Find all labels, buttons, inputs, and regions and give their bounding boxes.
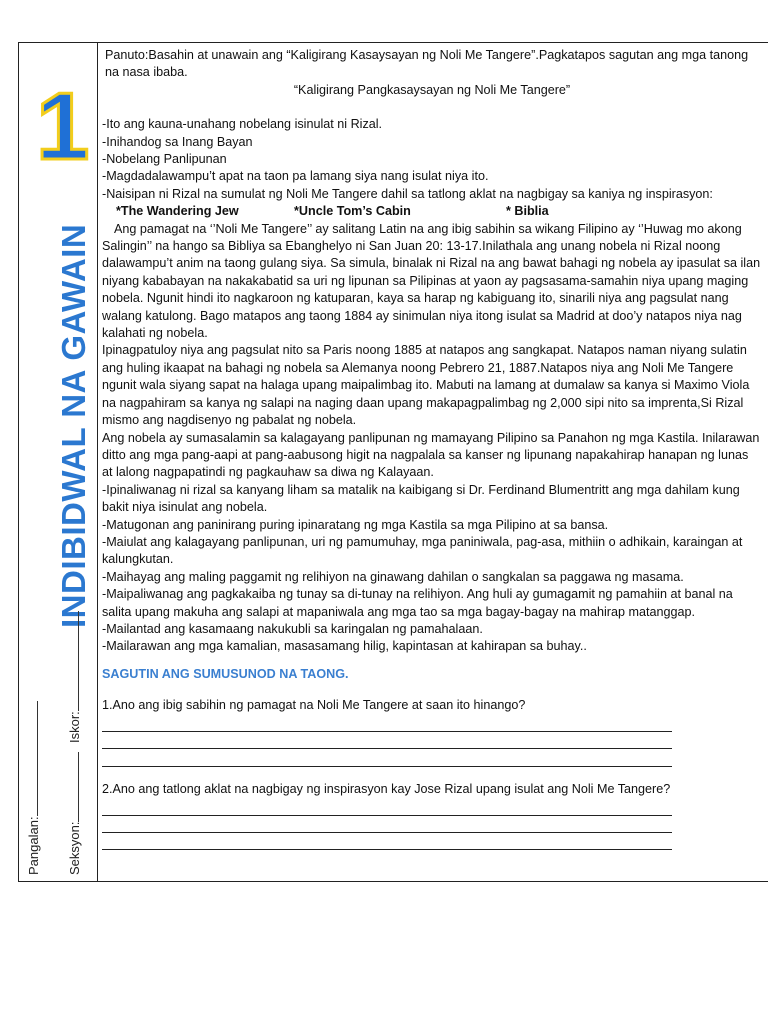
activity-number: 1 [36, 73, 90, 180]
answer-line[interactable] [102, 798, 672, 815]
question-1: 1.Ano ang ibig sabihin ng pamagat na Noli Me Tangere at saan ito hinango? [102, 698, 526, 713]
answer-line[interactable] [102, 715, 672, 732]
name-field[interactable] [25, 701, 41, 875]
bullet-item: -Matugonan ang paninirang puring ipinaratang ng mga Kastila sa mga Pilipino at sa bansa. [102, 517, 609, 532]
score-label: Iskor: [67, 711, 82, 743]
sidebar [19, 43, 97, 881]
bullet-item: -Ito ang kauna-unahang nobelang isinulat ni Rizal. [102, 117, 383, 132]
name-blank[interactable] [25, 701, 38, 816]
score-blank[interactable] [66, 611, 79, 711]
question-2: 2.Ano ang tatlong aklat na nagbigay ng inspirasyon kay Jose Rizal upang isulat ang Noli Me Tangere? [102, 781, 671, 796]
book-item: * Biblia [506, 204, 549, 219]
section-blank[interactable] [66, 752, 79, 822]
bullet-item: -Naisipan ni Rizal na sumulat ng Noli Me Tangere dahil sa tatlong aklat na nagbigay sa kaniya ng inspirasyon: [102, 186, 713, 201]
book-item: *The Wandering Jew [116, 204, 239, 219]
bullet-item: -Maiulat ang kalagayang panlipunan, uri ng pamumuhay, mga paniniwala, pag-asa, mithiin o adhikain, karaingan at kalungkutan. [102, 534, 743, 567]
section-heading: SAGUTIN ANG SUMUSUNOD NA TAONG. [102, 666, 349, 681]
bullet-item: -Magdadalawampu’t apat na taon pa lamang siya nang isulat niya ito. [102, 169, 489, 184]
paragraph: Ipinagpatuloy niya ang pagsulat nito sa Paris noong 1885 at natapos ang sangkapat. Natapos naman niyang sulatin ang huling ikaapat na bahagi ng nobela sa Alemanya noong Pebrero 21, 1887.Natapos niya ang Noli Me Tangere ngunit wala siyang sapat na halaga upang maipalimbag ito. Mabuti na lamang at dumalaw sa kanya si Maximo Viola na nagpahiram sa kanya ng salapi na naging daan upang makapagpalimbag ng 2,000 sipi nito sa imprenta,Si Rizal mismo ang nagdisenyo ng pabalat ng nobela. [102, 343, 750, 428]
answer-line[interactable] [102, 833, 672, 850]
answer-line[interactable] [102, 816, 672, 833]
bullet-item: -Inihandog sa Inang Bayan [102, 134, 253, 149]
activity-title: INDIBIDWAL NA GAWAIN [55, 223, 92, 628]
bullet-item: -Mailantad ang kasamaang nakukubli sa karingalan ng pamahalaan. [102, 621, 483, 636]
book-item: *Uncle Tom’s Cabin [294, 204, 411, 219]
worksheet [18, 42, 768, 882]
bullet-item: -Maihayag ang maling paggamit ng relihiyon na ginawang dahilan o sangkalan sa paggawa ng masama. [102, 569, 684, 584]
bullet-item: -Mailarawan ang mga kamalian, masasamang hilig, kapintasan at kahirapan sa buhay.. [102, 639, 587, 654]
reading-content [102, 47, 762, 850]
answer-line[interactable] [102, 732, 672, 749]
book-list [102, 203, 762, 220]
column-divider [97, 43, 98, 881]
bullet-item: -Ipinaliwanag ni rizal sa kanyang liham sa matalik na kaibigang si Dr. Ferdinand Blumentritt ang mga dahilam kung bakit niya isinulat ang nobela. [102, 482, 740, 515]
section-field[interactable] [66, 752, 82, 875]
answer-line[interactable] [102, 749, 672, 766]
score-field[interactable] [66, 611, 82, 743]
paragraph: Ang nobela ay sumasalamin sa kalagayang panlipunan ng mamayang Pilipino sa Panahon ng mga Kastila. Inilarawan ditto ang mga pang-aapi at pang-aabusong higit na nagpalala sa kanser ng lipunang napakahirap hanapan ng lunas at lalong nagpapatindi ng pagkauhaw sa diwa ng Kalayaan. [102, 430, 760, 480]
section-label: Seksyon: [67, 821, 82, 875]
bullet-item: -Nobelang Panlipunan [102, 152, 227, 167]
paragraph: Ang pamagat na ‘’Noli Me Tangere’’ ay salitang Latin na ang ibig sabihin sa wikang Filipino ay ‘’Huwag mo akong Salingin’’ na hango sa Bibliya sa Ebanghelyo ni San Juan 20: 13-17.Inilathala ang unang nobela ni Rizal noong dalawampu’t anim na taong gulang siya. Sa simula, binalak ni Rizal na ang bawat bahagi ng nobela ay ipasulat sa ilan niyang kababayan na nakakabatid sa uri ng lipunan sa Pilipinas at yaon ay pagsasama-samahin niya upang maging nobela. Ngunit hindi ito nagkaroon ng katuparan, kaya sa harap ng kabiguang ito, sinarili niya ang pagsulat nang walang katulong. Bago matapos ang taong 1884 ay sinimulan niya itong isulat sa Madrid at doo’y natapos niya nag kalahati ng nobela. [102, 221, 761, 341]
reading-title: “Kaligirang Pangkasaysayan ng Noli Me Tangere” [293, 82, 571, 97]
name-label: Pangalan: [26, 816, 41, 875]
instructions: Panuto:Basahin at unawain ang “Kaligirang Kasaysayan ng Noli Me Tangere”.Pagkatapos sagutan ang mga tanong na nasa ibaba. [105, 48, 749, 80]
bullet-item: -Maipaliwanag ang pagkakaiba ng tunay sa di-tunay na relihiyon. Ang huli ay gumagamit ng pamahiin at banal na salita upang makuha ang salapi at mapaniwala ang mga tao sa mga bagay-bagay na mahirap matanggap. [102, 587, 733, 619]
